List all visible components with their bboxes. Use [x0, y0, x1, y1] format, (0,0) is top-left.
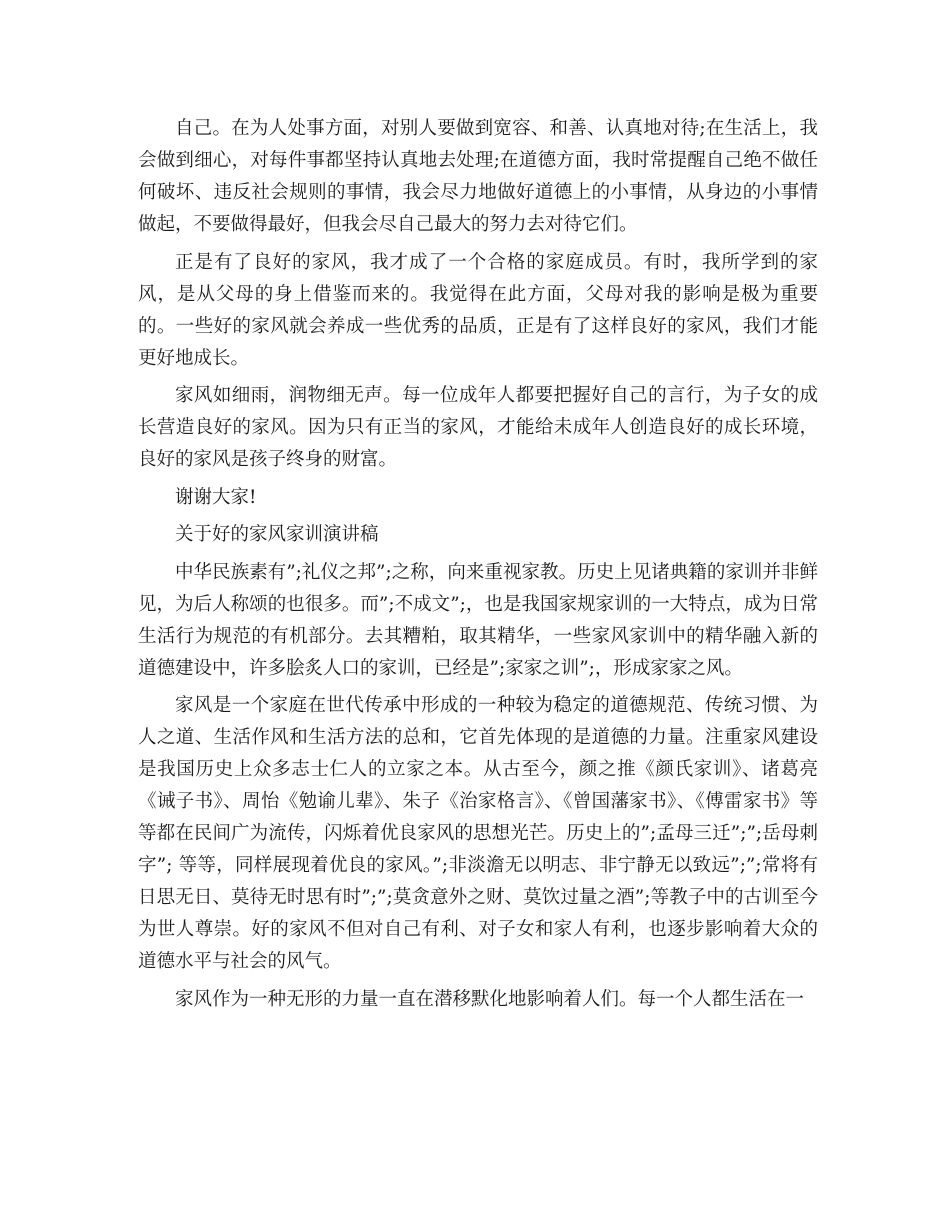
paragraph-8: 家风作为一种无形的力量一直在潜移默化地影响着人们。每一个人都生活在一 — [175, 988, 805, 1010]
paragraph-1: 自己。在为人处事方面，对别人要做到宽容、和善、认真地对待;在生活上，我会做到细心，对每件事都坚持认真地去处理;在道德方面，我时常提醒自己绝不做任何破坏、违反社会规则的事情，我会尽力地做好道德上的小事情，从身边的小事情做起，不要做得最好，但我会尽自己最大的努力去对待它们。 — [138, 118, 818, 235]
paragraph-7: 家风是一个家庭在世代传承中形成的一种较为稳定的道德规范、传统习惯、为人之道、生活作风和生活方法的总和，它首先体现的是道德的力量。注重家风建设是我国历史上众多志士仁人的立家之本。从古至今，颜之推《颜氏家训》、诸葛亮《诫子书》、周怡《勉谕儿辈》、朱子《治家格言》、《曾国藩家书》、《傅雷家书》等等都在民间广为流传，闪烁着优良家风的思想光芒。历史上的”;孟母三迁”;”;岳母刺字”; 等等，同样展现着优良的家风。”;非淡澹无以明志、非宁静无以致远”;”;常将有日思无日、莫待无时思有时”;”;莫贪意外之财、莫饮过量之酒”;等教子中的古训至今为世人尊崇。好的家风不但对自己有利、对子女和家人有利，也逐步影响着大众的道德水平与社会的风气。 — [138, 695, 818, 972]
document-body — [138, 113, 818, 1021]
paragraph-3: 家风如细雨，润物细无声。每一位成年人都要把握好自己的言行，为子女的成长营造良好的家风。因为只有正当的家风，才能给未成年人创造良好的成长环境，良好的家风是孩子终身的财富。 — [138, 385, 818, 470]
paragraph-6: 中华民族素有”;礼仪之邦”;之称，向来重视家教。历史上见诸典籍的家训并非鲜见，为后人称颂的也很多。而”;不成文”;，也是我国家规家训的一大特点，成为日常生活行为规范的有机部分。去其糟粕，取其精华，一些家风家训中的精华融入新的道德建设中，许多脍炙人口的家训，已经是”;家家之训”;，形成家家之风。 — [138, 561, 818, 679]
closing-thanks: 谢谢大家! — [175, 486, 257, 508]
paragraph-2: 正是有了良好的家风，我才成了一个合格的家庭成员。有时，我所学到的家风，是从父母的身上借鉴而来的。我觉得在此方面，父母对我的影响是极为重要的。一些好的家风就会养成一些优秀的品质，正是有了这样良好的家风，我们才能更好地成长。 — [138, 251, 818, 369]
section-title: 关于好的家风家训演讲稿 — [175, 524, 379, 545]
